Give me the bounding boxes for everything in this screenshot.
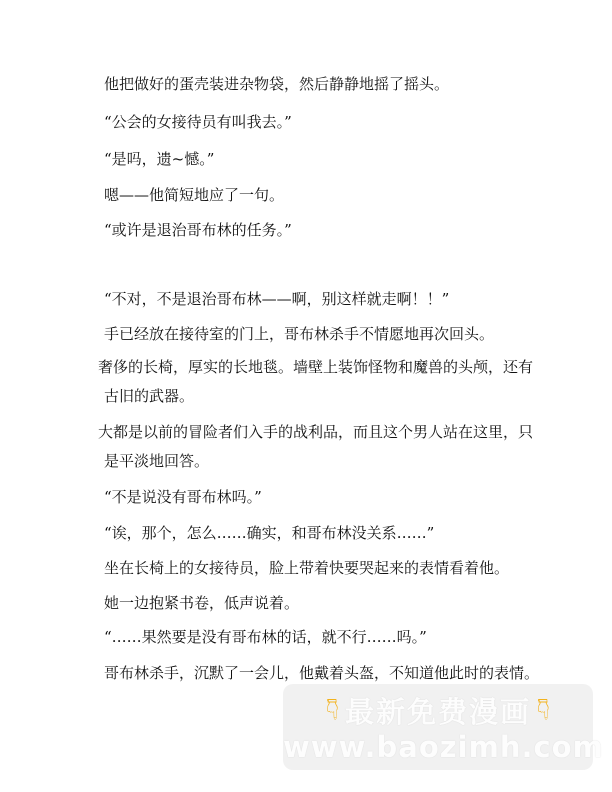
watermark	[283, 684, 604, 770]
paragraph-3: “是吗，遗~憾。”	[104, 150, 215, 168]
paragraph-8: 奢侈的长椅，厚实的长地毯。墙壁上装饰怪物和魔兽的头颅，还有古旧的武器。	[98, 358, 534, 405]
watermark-title: 最新免费漫画	[344, 694, 531, 729]
paragraph-12: 坐在长椅上的女接待员，脸上带着快要哭起来的表情看着他。	[104, 559, 510, 577]
paragraph-10: “不是说没有哥布林吗。”	[104, 488, 262, 506]
pointing-hand-icon: 👇︎	[537, 692, 550, 727]
pointing-hand-icon: 👇︎	[326, 692, 339, 727]
paragraph-13: 她一边抱紧书卷，低声说着。	[104, 594, 300, 612]
paragraph-11: “诶，那个，怎么……确实，和哥布林没关系……”	[104, 524, 435, 542]
paragraph-15: 哥布林杀手，沉默了一会儿，他戴着头盔，不知道他此时的表情。	[104, 664, 540, 682]
paragraph-9: 大都是以前的冒险者们入手的战利品，而且这个男人站在这里，只是平淡地回答。	[98, 423, 534, 470]
paragraph-4: 嗯——他简短地应了一句。	[104, 186, 285, 204]
paragraph-6: “不对，不是退治哥布林——啊，别这样就走啊！！”	[104, 290, 450, 308]
paragraph-2: “公会的女接待员有叫我去。”	[104, 113, 292, 131]
paragraph-7: 手已经放在接待室的门上，哥布林杀手不情愿地再次回头。	[104, 325, 495, 343]
watermark-url: www.baozimh.com	[283, 730, 604, 764]
paragraph-5: “或许是退治哥布林的任务。”	[104, 221, 292, 239]
paragraph-14: “……果然要是没有哥布林的话，就不行……吗。”	[104, 628, 427, 646]
paragraph-1: 他把做好的蛋壳装进杂物袋，然后静静地摇了摇头。	[104, 75, 450, 93]
watermark-title-row	[283, 690, 593, 730]
